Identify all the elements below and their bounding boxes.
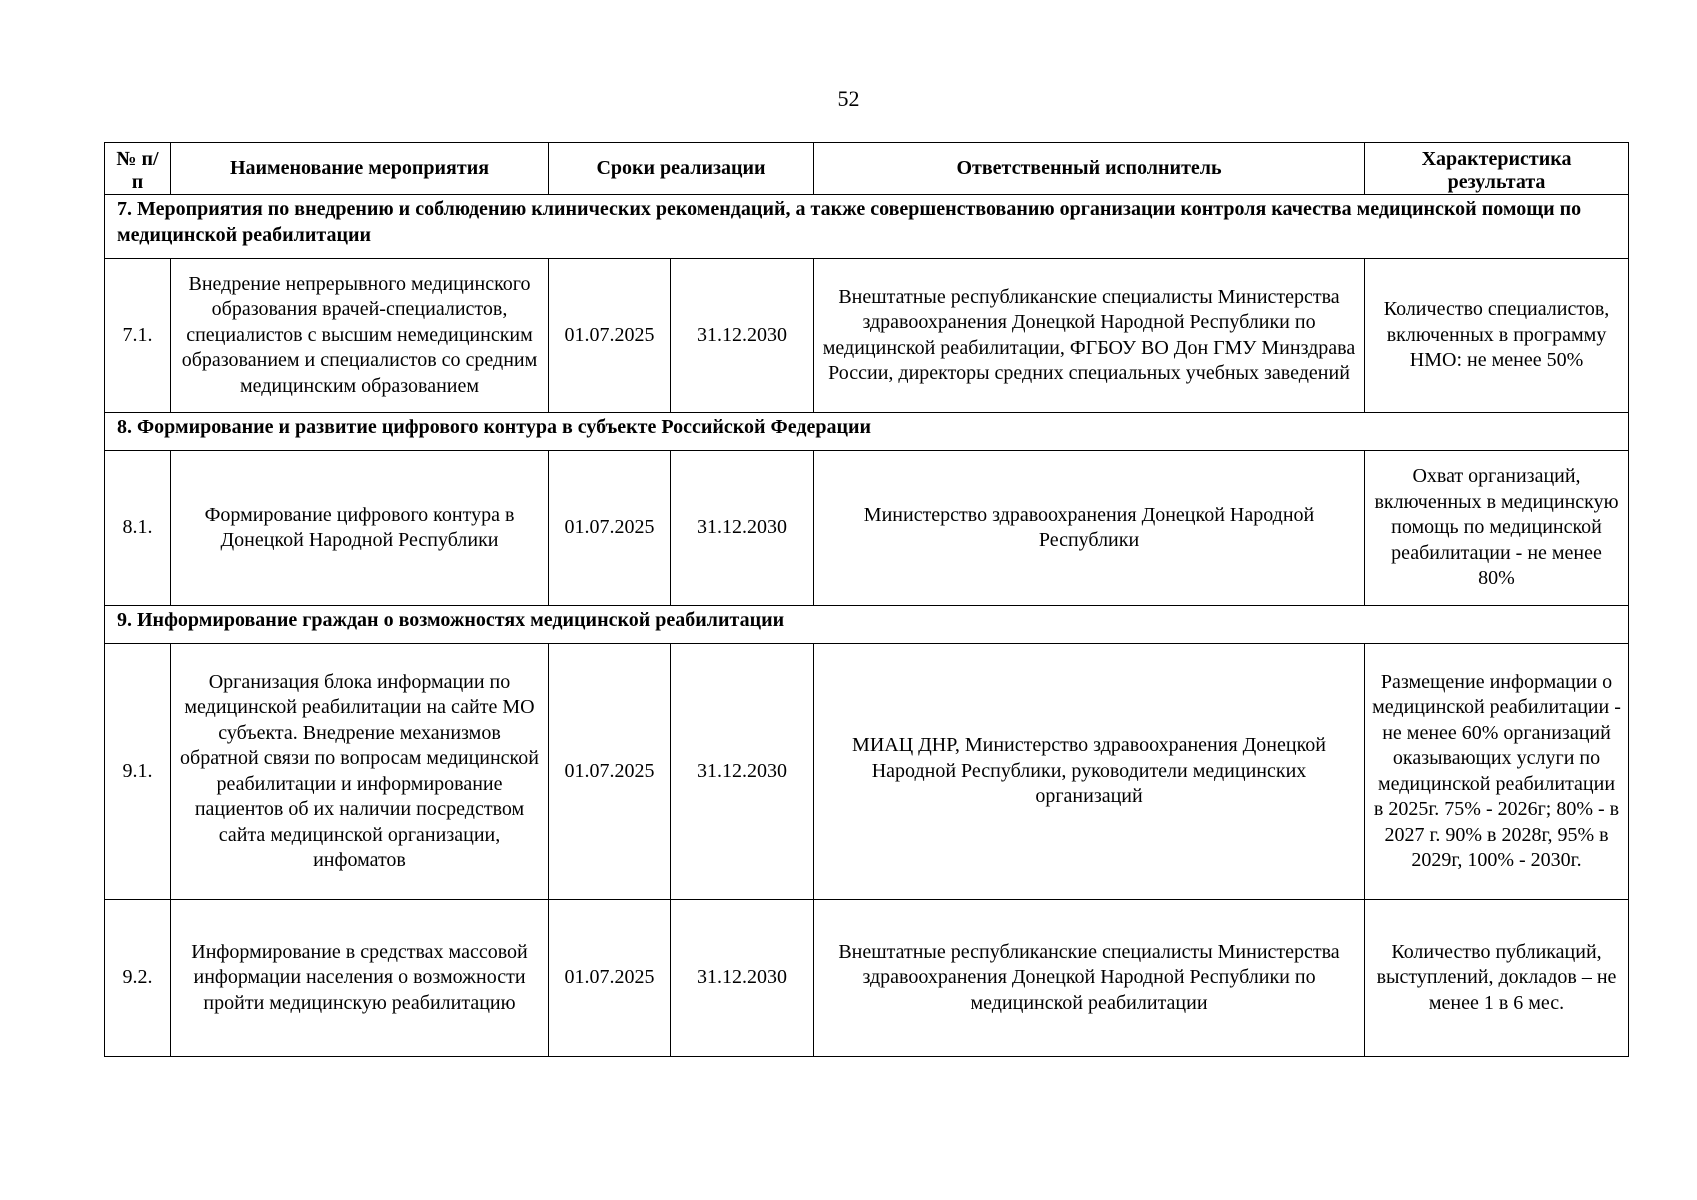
section-row <box>105 413 1629 451</box>
section-title: 7. Мероприятия по внедрению и соблюдению клинических рекомендаций, а также совершенствованию организации контроля качества медицинской помощи по медицинской реабилитации <box>105 195 1629 259</box>
activities-table <box>104 142 1629 1057</box>
row-executor: Министерство здравоохранения Донецкой Народной Республики <box>814 451 1365 606</box>
row-result: Количество специалистов, включенных в программу НМО: не менее 50% <box>1365 259 1629 413</box>
row-end-date: 31.12.2030 <box>671 451 814 606</box>
table-row <box>105 900 1629 1057</box>
row-start-date: 01.07.2025 <box>549 451 671 606</box>
row-name: Формирование цифрового контура в Донецкой Народной Республики <box>171 451 549 606</box>
section-row <box>105 195 1629 259</box>
row-result: Количество публикаций, выступлений, докладов – не менее 1 в 6 мес. <box>1365 900 1629 1057</box>
row-name: Информирование в средствах массовой информации населения о возможности пройти медицинскую реабилитацию <box>171 900 549 1057</box>
table-row <box>105 259 1629 413</box>
row-end-date: 31.12.2030 <box>671 900 814 1057</box>
row-name: Внедрение непрерывного медицинского образования врачей-специалистов, специалистов с высшим немедицинским образованием и специалистов со средним медицинским образованием <box>171 259 549 413</box>
header-result: Характеристика результата <box>1365 143 1629 195</box>
header-executor: Ответственный исполнитель <box>814 143 1365 195</box>
row-start-date: 01.07.2025 <box>549 644 671 900</box>
table-header-row <box>105 143 1629 195</box>
row-executor: Внештатные республиканские специалисты Министерства здравоохранения Донецкой Народной Республики по медицинской реабилитации <box>814 900 1365 1057</box>
row-end-date: 31.12.2030 <box>671 644 814 900</box>
row-start-date: 01.07.2025 <box>549 900 671 1057</box>
section-row <box>105 606 1629 644</box>
row-name: Организация блока информации по медицинской реабилитации на сайте МО субъекта. Внедрение механизмов обратной связи по вопросам медицинской реабилитации и информирование пациентов об их наличии посредством сайта медицинской организации, инфоматов <box>171 644 549 900</box>
row-end-date: 31.12.2030 <box>671 259 814 413</box>
row-executor: Внештатные республиканские специалисты Министерства здравоохранения Донецкой Народной Республики по медицинской реабилитации, ФГБОУ ВО Дон ГМУ Минздрава России, директоры средних специальных учебных заведений <box>814 259 1365 413</box>
header-name: Наименование мероприятия <box>171 143 549 195</box>
page-number: 52 <box>837 86 860 111</box>
row-num: 9.2. <box>105 900 171 1057</box>
section-title: 8. Формирование и развитие цифрового контура в субъекте Российской Федерации <box>105 413 1629 451</box>
table-row <box>105 644 1629 900</box>
table-row <box>105 451 1629 606</box>
row-result: Размещение информации о медицинской реабилитации - не менее 60% организаций оказывающих услуги по медицинской реабилитации в 2025г. 75% - 2026г; 80% - в 2027 г. 90% в 2028г, 95% в 2029г, 100% - 2030г. <box>1365 644 1629 900</box>
row-num: 8.1. <box>105 451 171 606</box>
row-num: 9.1. <box>105 644 171 900</box>
row-executor: МИАЦ ДНР, Министерство здравоохранения Донецкой Народной Республики, руководители медицинских организаций <box>814 644 1365 900</box>
header-dates: Сроки реализации <box>549 143 814 195</box>
row-result: Охват организаций, включенных в медицинскую помощь по медицинской реабилитации - не менее 80% <box>1365 451 1629 606</box>
section-title: 9. Информирование граждан о возможностях медицинской реабилитации <box>105 606 1629 644</box>
header-num: № п/п <box>105 143 171 195</box>
row-num: 7.1. <box>105 259 171 413</box>
row-start-date: 01.07.2025 <box>549 259 671 413</box>
